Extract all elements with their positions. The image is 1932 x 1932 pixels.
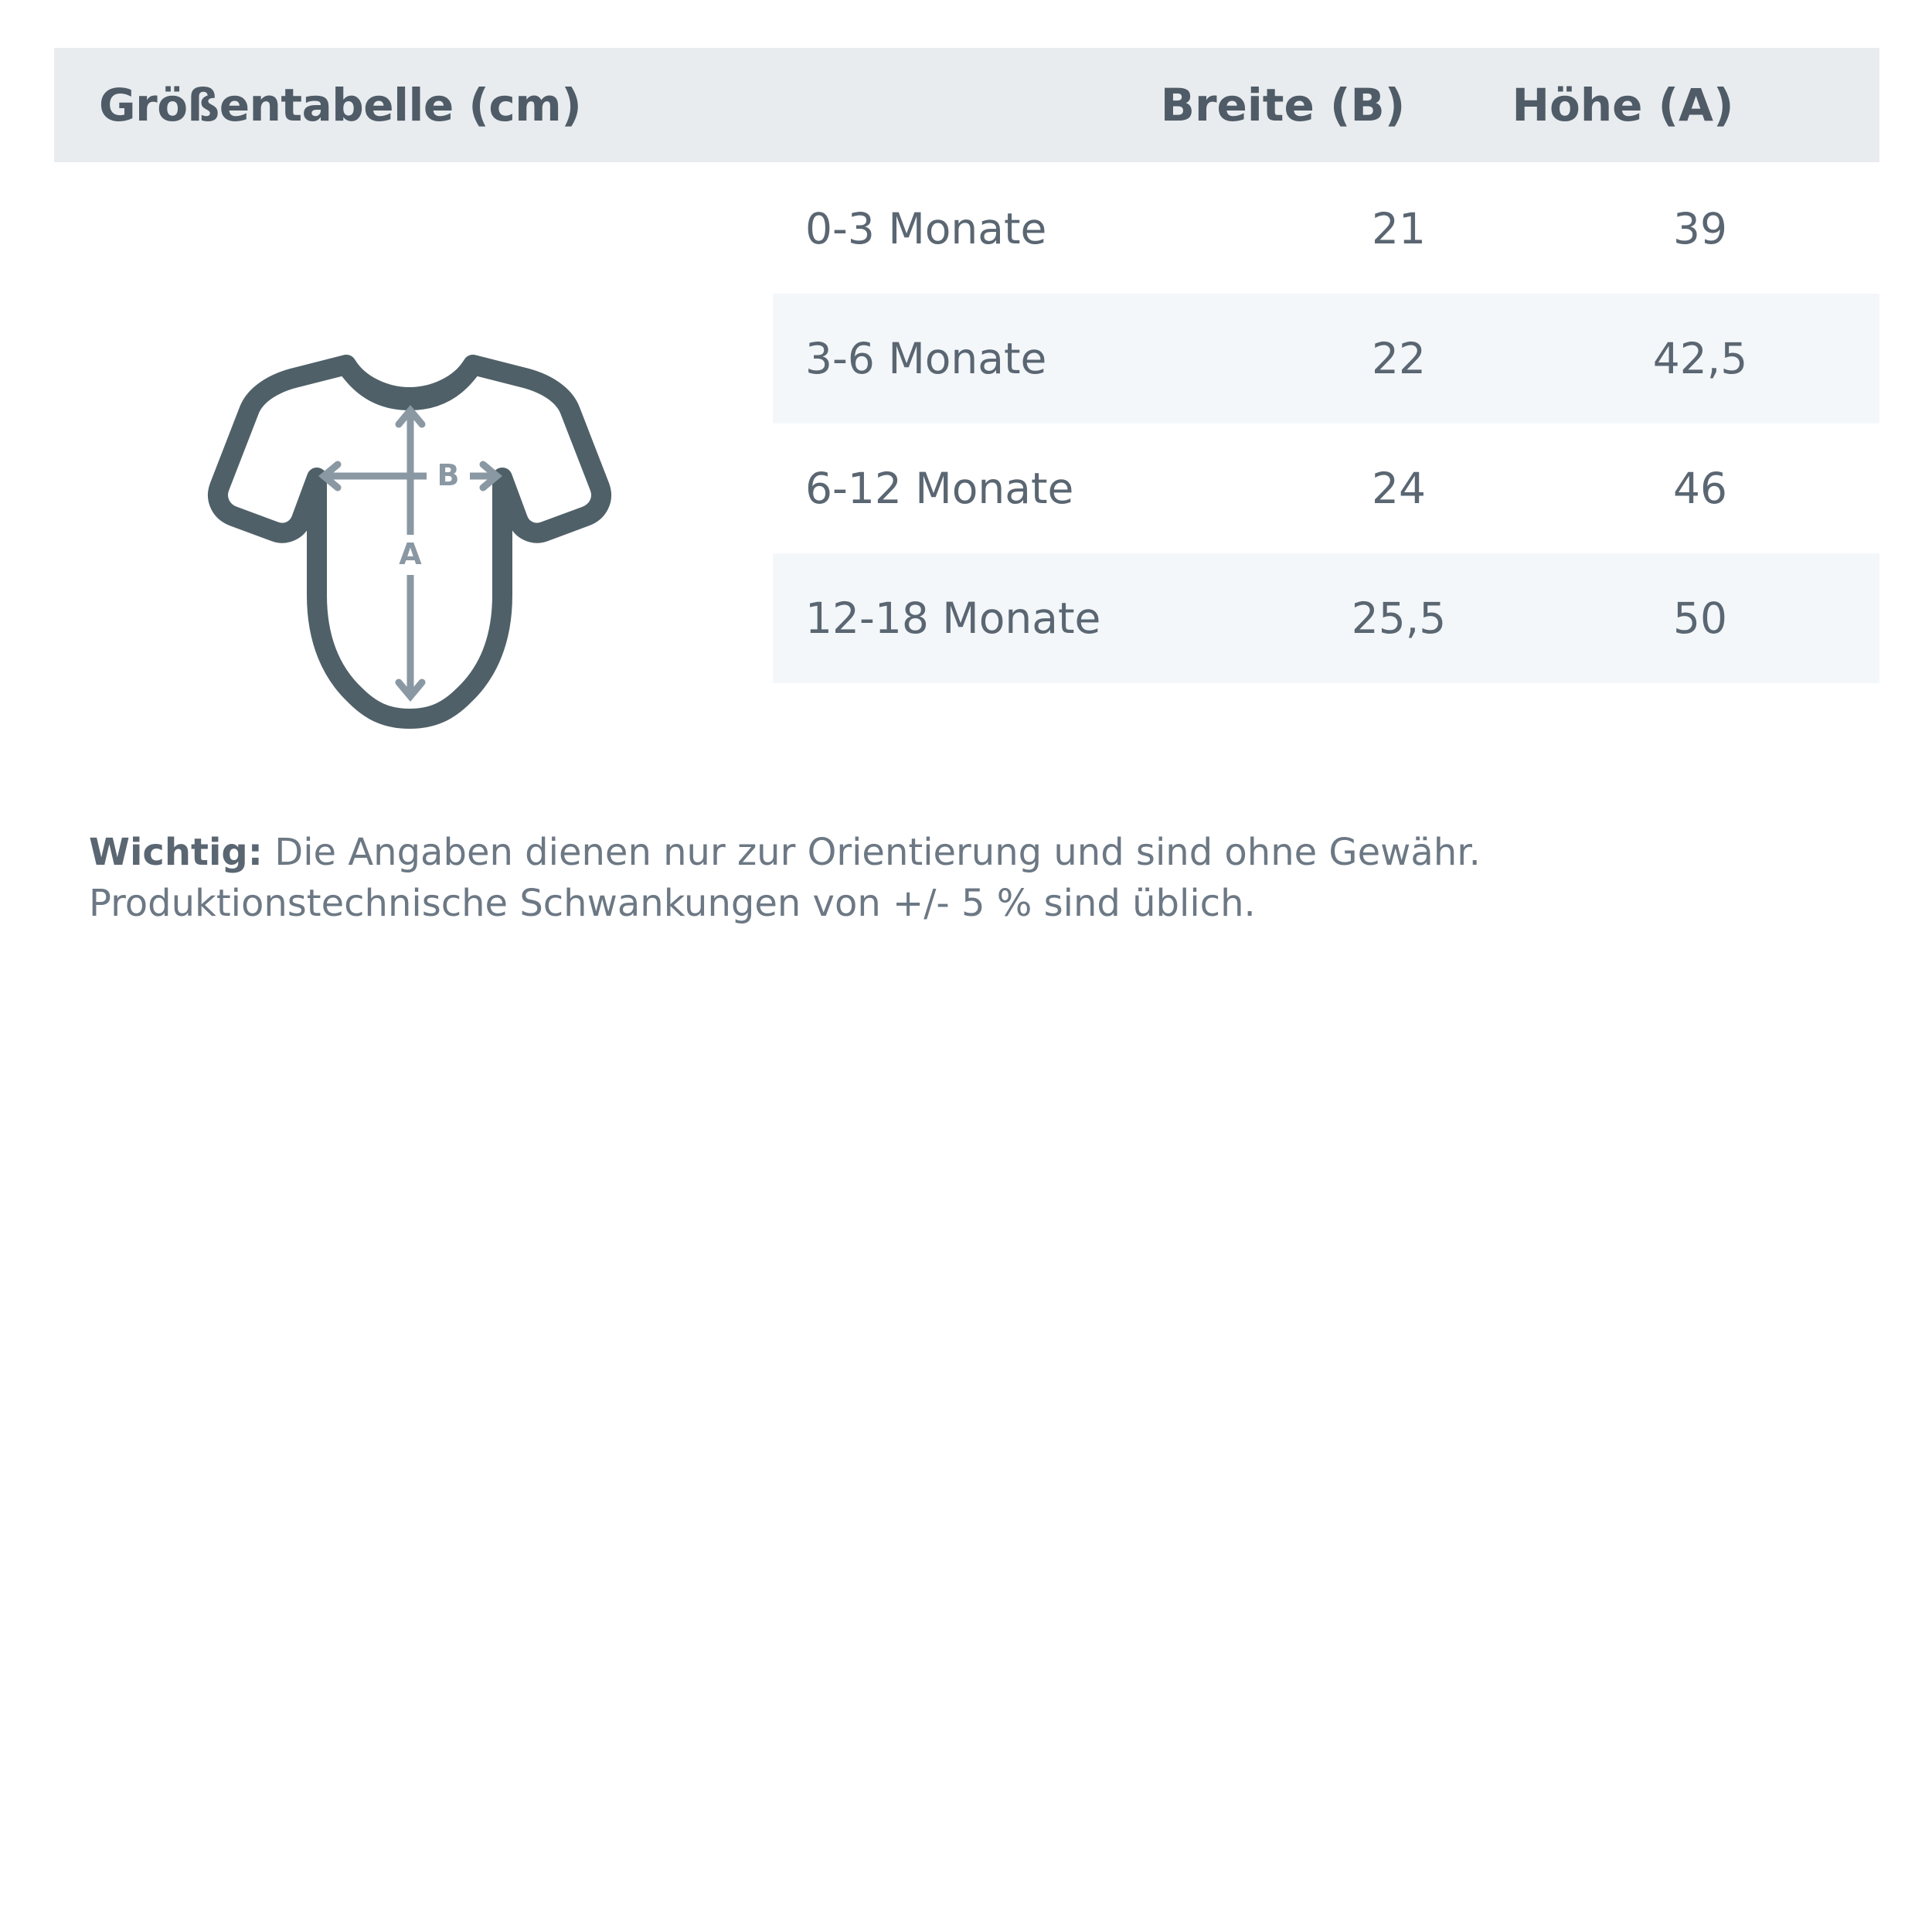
table-header-bar bbox=[54, 48, 1879, 162]
disclaimer-note bbox=[89, 827, 1866, 929]
page-title: Größentabelle (cm) bbox=[99, 79, 582, 131]
table-row bbox=[773, 553, 1879, 683]
cell-height: 39 bbox=[1673, 204, 1727, 253]
bodysuit-diagram bbox=[139, 232, 680, 773]
diagram-label-height: A bbox=[399, 537, 422, 571]
cell-size: 0-3 Monate bbox=[805, 204, 1047, 253]
cell-width: 21 bbox=[1372, 204, 1426, 253]
cell-size: 6-12 Monate bbox=[805, 464, 1074, 513]
cell-width: 24 bbox=[1372, 464, 1426, 513]
cell-width: 25,5 bbox=[1351, 594, 1447, 643]
cell-height: 42,5 bbox=[1652, 334, 1748, 383]
cell-height: 50 bbox=[1673, 594, 1727, 643]
cell-size: 3-6 Monate bbox=[805, 334, 1047, 383]
cell-width: 22 bbox=[1372, 334, 1426, 383]
disclaimer-lead: Wichtig: bbox=[89, 831, 263, 874]
disclaimer-line-1: Die Angaben dienen nur zur Orientierung und sind ohne Gewähr. bbox=[262, 831, 1481, 874]
cell-height: 46 bbox=[1673, 464, 1727, 513]
table-row bbox=[773, 164, 1879, 294]
cell-size: 12-18 Monate bbox=[805, 594, 1101, 643]
table-row bbox=[773, 423, 1879, 553]
diagram-label-width: B bbox=[437, 458, 460, 492]
table-row bbox=[773, 294, 1879, 423]
disclaimer-line-2: Produktionstechnische Schwankungen von +/- 5 % sind üblich. bbox=[89, 882, 1256, 926]
size-table bbox=[773, 164, 1879, 683]
column-header-width: Breite (B) bbox=[1160, 79, 1406, 131]
column-header-height: Höhe (A) bbox=[1512, 79, 1734, 131]
